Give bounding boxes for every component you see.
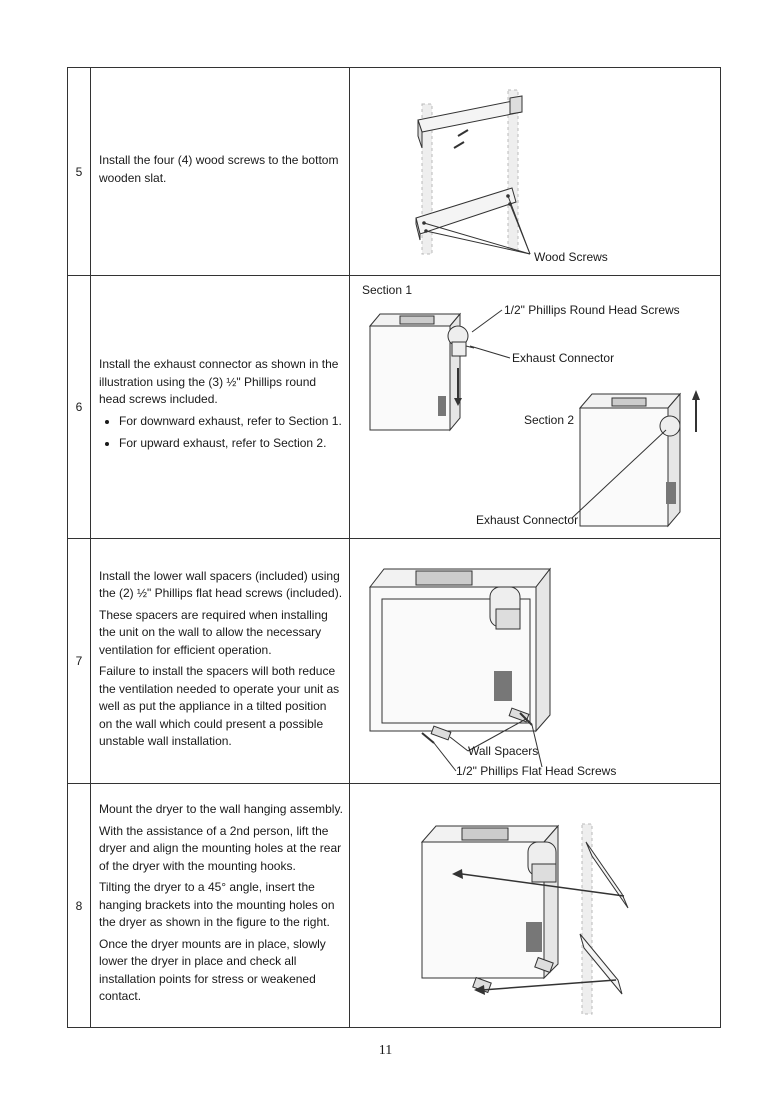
exhaust-connector-label-bottom: Exhaust Connector bbox=[476, 513, 579, 527]
wall-spacers-label: Wall Spacers bbox=[468, 744, 539, 758]
section-1-label: Section 1 bbox=[362, 283, 413, 297]
step-5-figure bbox=[350, 68, 721, 276]
step-row-7 bbox=[68, 539, 721, 784]
step-bullet-list bbox=[99, 413, 343, 453]
step-6-figure bbox=[350, 276, 721, 539]
step-7-figure bbox=[350, 539, 721, 784]
step-paragraph: Install the four (4) wood screws to the bottom wooden slat. bbox=[99, 153, 339, 185]
step-paragraph: Once the dryer mounts are in place, slowly lower the dryer in place and check all installation points for stress or weakened contact. bbox=[99, 936, 326, 1004]
wood-screws-label: Wood Screws bbox=[534, 250, 608, 264]
step-row-8 bbox=[68, 784, 721, 1028]
installation-steps-table bbox=[67, 67, 721, 1028]
step-8-figure bbox=[350, 784, 721, 1028]
step-instructions bbox=[91, 539, 350, 784]
step-instructions bbox=[91, 68, 350, 276]
step-paragraph: Tilting the dryer to a 45° angle, insert the hanging brackets into the mounting holes on the dryer as shown in the figure to the right. bbox=[99, 880, 335, 930]
wall-slats-illustration bbox=[350, 68, 720, 275]
step-instructions bbox=[91, 784, 350, 1028]
step-paragraph: Failure to install the spacers will both reduce the ventilation needed to operate your unit as well as put the appliance in a tilted position on the wall which could present a possible unstable wall installation. bbox=[99, 664, 340, 748]
step-bullet: • For upward exhaust, refer to Section 2. bbox=[119, 435, 343, 453]
step-paragraph: With the assistance of a 2nd person, lift the dryer and align the mounting holes at the rear of the dryer with the mounting hooks. bbox=[99, 823, 342, 873]
section-2-label: Section 2 bbox=[524, 413, 575, 427]
step-paragraph: Install the lower wall spacers (included) using the (2) ½" Phillips flat head screws (included). bbox=[99, 568, 343, 600]
step-number: 5 bbox=[68, 68, 91, 276]
flat-head-screws-label: 1/2" Phillips Flat Head Screws bbox=[456, 764, 617, 778]
wall-spacers-illustration bbox=[350, 539, 720, 783]
step-row-5 bbox=[68, 68, 721, 276]
page-number: 11 bbox=[378, 1043, 393, 1058]
step-bullet: • For downward exhaust, refer to Section 1. bbox=[119, 413, 343, 431]
round-head-screws-label: 1/2" Phillips Round Head Screws bbox=[504, 303, 680, 317]
step-number: 7 bbox=[68, 539, 91, 784]
step-paragraph: Mount the dryer to the wall hanging assembly. bbox=[99, 802, 343, 817]
step-number: 8 bbox=[68, 784, 91, 1028]
mount-dryer-illustration bbox=[350, 784, 720, 1027]
step-row-6 bbox=[68, 276, 721, 539]
step-number: 6 bbox=[68, 276, 91, 539]
exhaust-connector-illustration bbox=[350, 276, 720, 538]
step-instructions bbox=[91, 276, 350, 539]
step-paragraph: Install the exhaust connector as shown in the illustration using the (3) ½" Phillips round head screws included. bbox=[99, 357, 339, 407]
step-paragraph: These spacers are required when installing the unit on the wall to allow the necessary ventilation for efficient operation. bbox=[99, 607, 328, 657]
exhaust-connector-label-top: Exhaust Connector bbox=[512, 351, 615, 365]
